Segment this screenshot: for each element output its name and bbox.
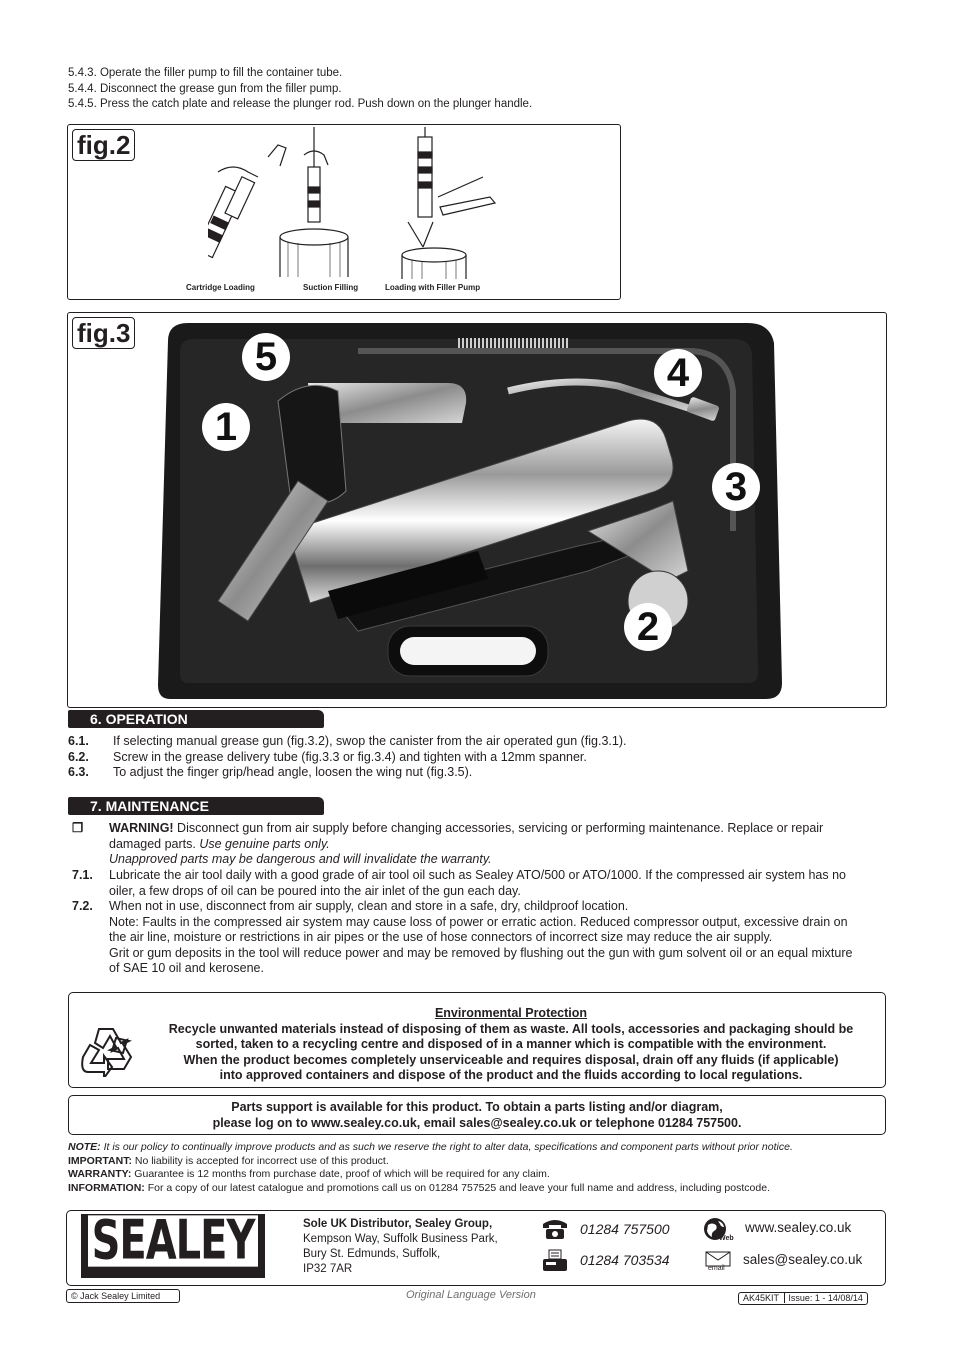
figure-2	[67, 124, 621, 300]
figure-3-label: fig.3	[72, 317, 135, 349]
caption-filler-pump: Loading with Filler Pump	[385, 283, 481, 292]
step-545: 5.4.5. Press the catch plate and release the plunger rod. Push down on the plunger handle.	[68, 98, 533, 110]
figure-3	[67, 312, 887, 708]
note-line: NOTE: It is our policy to continually improve products and as such we reserve the right to alter data, specifications and component parts without prior notice.	[68, 1141, 793, 1153]
web-icon-label: Web	[719, 1235, 734, 1242]
important-line: IMPORTANT: No liability is accepted for incorrect use of this product.	[68, 1154, 389, 1167]
fax-icon	[541, 1249, 569, 1273]
operation-item: 6.3. To adjust the finger grip/head angle, loosen the wing nut (fig.3.5).	[68, 765, 473, 779]
telephone-icon	[541, 1218, 569, 1240]
callout-3: 3	[712, 463, 760, 511]
callout-5: 5	[242, 333, 290, 381]
warranty-line: WARRANTY: Guarantee is 12 months from purchase date, proof of which will be required for any claim.	[68, 1168, 550, 1181]
language-version: Original Language Version	[406, 1289, 536, 1301]
callout-1: 1	[202, 403, 250, 451]
issue-date: Issue: 1 - 14/08/14	[788, 1293, 863, 1303]
copyright-badge: © Jack Sealey Limited	[66, 1289, 180, 1303]
grease-gun-loading-illustration	[208, 127, 508, 282]
recycle-icon	[79, 1023, 135, 1077]
footer-box	[66, 1210, 886, 1286]
suction-filling-drawing	[280, 127, 348, 277]
phone-number[interactable]: 01284 757500	[580, 1221, 670, 1237]
sealey-logo: SEALEY	[81, 1214, 265, 1278]
parts-support-text: Parts support is available for this product. To obtain a parts listing and/or diagram, please log on to www.sealey.co.uk, email sales@sealey.co.uk or telephone 01284 757500.	[212, 1100, 742, 1130]
environmental-text: Environmental Protection Recycle unwanted materials instead of disposing of them as waste. All tools, accessories and packaging should be sorted, taken to a recycling centre and disposed of in a manner which is compatible with the environment. When the product becomes completely unserviceable and requires disposal, drain off any fluids (if applicable) into approved containers and dispose of the product and the fluids according to local regulations.	[139, 1006, 883, 1084]
step-543: 5.4.3. Operate the filler pump to fill the container tube.	[68, 67, 343, 79]
email-icon-label: email	[708, 1265, 725, 1272]
caption-suction-filling: Suction Filling	[303, 283, 359, 292]
operation-list	[68, 734, 888, 781]
operation-item: 6.1. If selecting manual grease gun (fig.3.2), swop the canister from the air operated gun (fig.3.1).	[68, 734, 627, 748]
figure-2-label: fig.2	[72, 129, 135, 161]
parts-support-box	[68, 1095, 886, 1135]
distributor-address: Sole UK Distributor, Sealey Group, Kempson Way, Suffolk Business Park, Bury St. Edmunds, Suffolk, IP32 7AR	[303, 1218, 498, 1275]
legal-notes	[68, 1141, 898, 1195]
model-issue-badge	[738, 1292, 868, 1305]
filler-pump-drawing	[402, 127, 495, 279]
item-71: Lubricate the air tool daily with a good grade of air tool oil such as Sealey ATO/500 or ATO/1000. If the compressed air system has no oiler, a few drops of oil can be poured into the air inlet of the gun each day.	[109, 868, 846, 898]
warning-block: WARNING! Disconnect gun from air supply before changing accessories, servicing or performing maintenance. Replace or repair damaged parts. Use genuine parts only. Unapproved parts may be dangerous and will invalidate the warranty.	[109, 821, 824, 866]
callout-4: 4	[654, 349, 702, 397]
cartridge-loading-drawing	[208, 145, 286, 258]
information-line: INFORMATION: For a copy of our latest catalogue and promotions call us on 01284 757525 and leave your full name and address, including postcode.	[68, 1181, 770, 1194]
operation-item: 6.2. Screw in the grease delivery tube (fig.3.3 or fig.3.4) and tighten with a 12mm spanner.	[68, 749, 587, 764]
callout-2: 2	[624, 603, 672, 651]
fax-number: 01284 703534	[580, 1252, 670, 1268]
website-link[interactable]: www.sealey.co.uk	[745, 1220, 852, 1235]
environmental-protection-box	[68, 992, 886, 1088]
intro-steps	[68, 66, 532, 113]
step-544: 5.4.4. Disconnect the grease gun from the filler pump.	[68, 82, 342, 95]
environmental-title: Environmental Protection	[434, 1006, 588, 1020]
item-72: When not in use, disconnect from air supply, clean and store in a safe, dry, childproof location. Note: Faults in the compressed air system may cause loss of power or erratic action. Reduced compressor output, excessive drain on the air line, moisture or restrictions in air pipes or the use of hose connectors of incorrect size may reduce the air supply. Grit or gum deposits in the tool will reduce power and may be removed by flushing out the gun with gum solvent oil or an equal mixture of SAE 10 oil and kerosene.	[109, 899, 853, 975]
maintenance-heading: 7. MAINTENANCE	[68, 797, 324, 815]
model-number: AK45KIT	[743, 1293, 779, 1303]
item-72-number: 7.2.	[72, 899, 93, 913]
email-link[interactable]: sales@sealey.co.uk	[743, 1252, 863, 1267]
item-71-number: 7.1.	[72, 868, 93, 882]
warning-bullet: ❒	[72, 821, 84, 835]
caption-cartridge-loading: Cartridge Loading	[186, 283, 255, 292]
operation-heading: 6. OPERATION	[68, 710, 324, 728]
maintenance-body	[68, 821, 888, 981]
